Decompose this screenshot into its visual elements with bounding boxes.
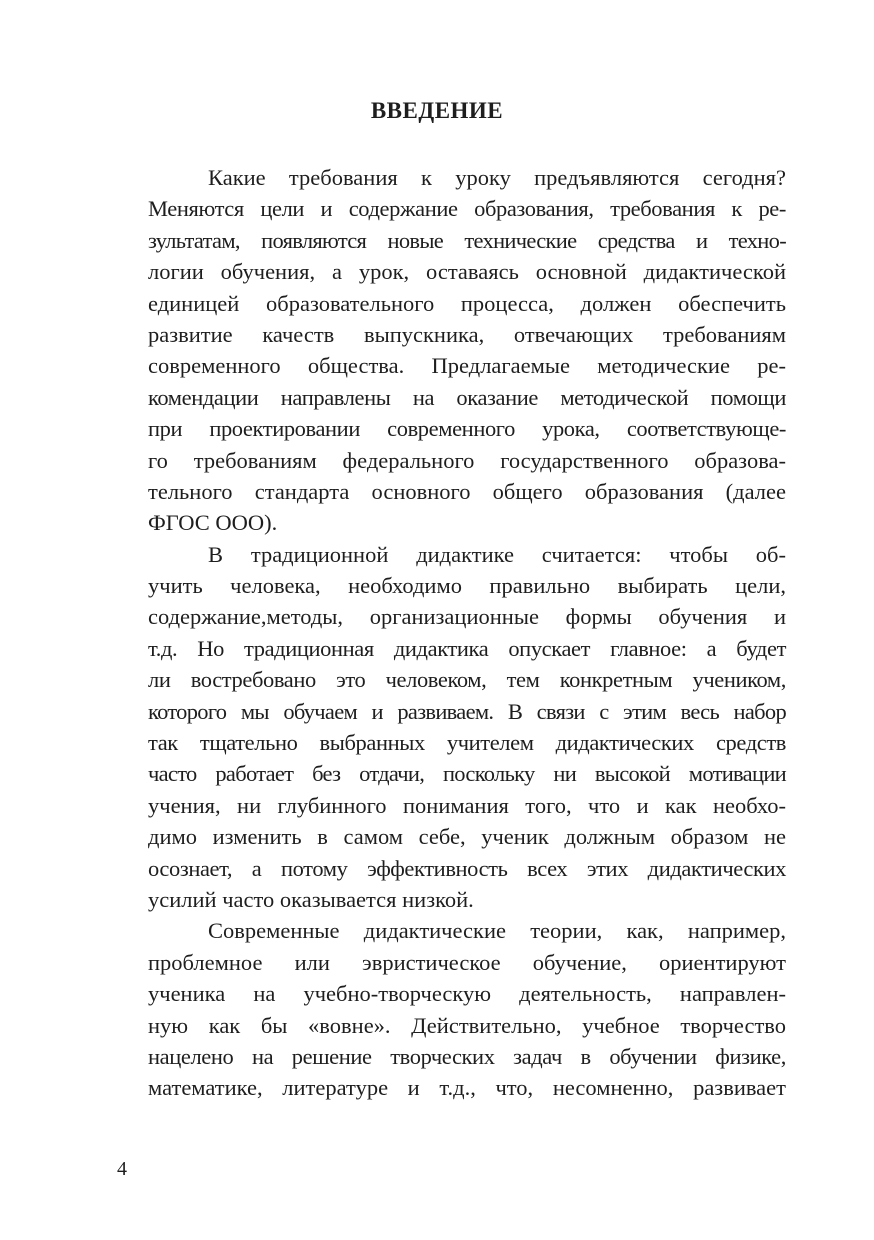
text-line: зультатам, появляются новые технические средства и техно- bbox=[148, 227, 786, 253]
text-line: комендации направлены на оказание методической помощи bbox=[148, 384, 786, 410]
body-text bbox=[148, 162, 786, 1104]
text-line: так тщательно выбранных учителем дидактических средств bbox=[148, 730, 786, 756]
text-line: при проектировании современного урока, соответствующе- bbox=[148, 416, 786, 442]
text-line: ную как бы «вовне». Действительно, учебное творчество bbox=[148, 1012, 786, 1038]
page-title: ВВЕДЕНИЕ bbox=[370, 98, 504, 123]
text-line: содержание,методы, организационные формы обучения и bbox=[148, 604, 786, 630]
text-line: математике, литературе и т.д., что, несомненно, развивает bbox=[148, 1075, 786, 1101]
text-line: учить человека, необходимо правильно выбирать цели, bbox=[148, 573, 786, 599]
text-line: единицей образовательного процесса, должен обеспечить bbox=[148, 290, 786, 316]
text-line: часто работает без отдачи, поскольку ни высокой мотивации bbox=[148, 761, 786, 787]
text-line: ФГОС ООО). bbox=[148, 510, 278, 536]
text-line: ли востребовано это человеком, тем конкретным учеником, bbox=[148, 667, 786, 693]
text-line: димо изменить в самом себе, ученик должным образом не bbox=[148, 824, 786, 850]
text-line: осознает, а потому эффективность всех этих дидактических bbox=[148, 855, 786, 881]
text-line: развитие качеств выпускника, отвечающих требованиям bbox=[148, 321, 786, 347]
paragraph-1 bbox=[148, 162, 786, 539]
text-line: ученика на учебно-творческую деятельность, направлен- bbox=[148, 981, 786, 1007]
paragraph-2 bbox=[148, 539, 786, 916]
text-line: которого мы обучаем и развиваем. В связи с этим весь набор bbox=[148, 698, 786, 724]
text-line: усилий часто оказывается низкой. bbox=[148, 886, 474, 912]
text-line: логии обучения, а урок, оставаясь основной дидактической bbox=[148, 259, 786, 285]
text-line: проблемное или эвристическое обучение, ориентируют bbox=[148, 949, 786, 975]
text-line: т.д. Но традиционная дидактика опускает главное: а будет bbox=[148, 635, 786, 661]
text-line: учения, ни глубинного понимания того, что и как необхо- bbox=[148, 792, 786, 818]
page-number: 4 bbox=[117, 1158, 127, 1180]
text-line: Какие требования к уроку предъявляются сегодня? bbox=[208, 165, 786, 190]
text-line: го требованиям федерального государственного образова- bbox=[148, 447, 786, 473]
text-line: современного общества. Предлагаемые методические ре- bbox=[148, 353, 786, 379]
text-line: В традиционной дидактике считается: чтобы об- bbox=[208, 541, 786, 567]
text-line: нацелено на решение творческих задач в обучении физике, bbox=[148, 1043, 786, 1069]
paragraph-3 bbox=[148, 915, 786, 1103]
text-line: Современные дидактические теории, как, например, bbox=[208, 918, 786, 944]
text-line: Меняются цели и содержание образования, требования к ре- bbox=[148, 196, 786, 222]
text-line: тельного стандарта основного общего образования (далее bbox=[148, 478, 786, 504]
